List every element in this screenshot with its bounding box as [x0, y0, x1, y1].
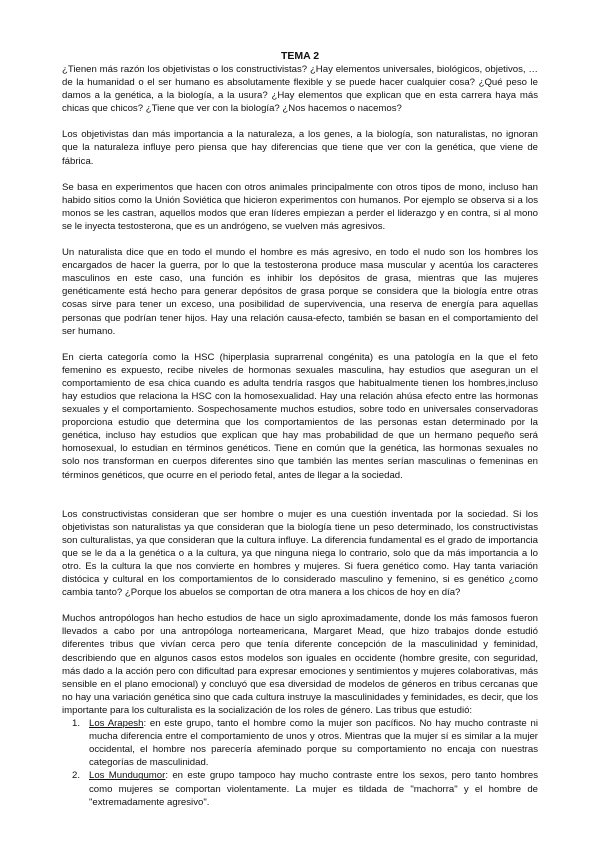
paragraph-experimentos: Se basa en experimentos que hacen con otros animales principalmente con otros tipos de mono, incluso han habido sitios como la Unión Soviética que hicieron experimentos con humanos. Por ejemplo se observa si a los monos se les castran, aquellos modos que eran líderes empiezan a perder el liderazgo y en contra, si al mono se le inyecta testosterona, que es un andrógeno, se vuelven más agresivos.: [62, 181, 538, 232]
paragraph-constructivistas: Los constructivistas consideran que ser hombre o mujer es una cuestión inventada por la sociedad. Si los objetivistas son naturalistas ya que consideran que la biología tiene un peso determinado, los constructivistas son culturalistas, ya que consideran que la cultura influye. La diferencia fundamental es el grado de importancia que se le da a la genética o a la cultura, ya que ninguna niega lo contrario, solo que da más importancia a lo otro. Es la cultura la que nos convierte en hombres y mujeres. Si fuera genético como. Hay tanta variación distócica y cultural en los comportamientos de lo considerado masculino y femenino, si es genético ¿como cambia tanto? ¿Porque los abuelos se comportan de otra manera a los chicos de hoy en día?: [62, 508, 538, 599]
tribe-description: : en este grupo, tanto el hombre como la mujer son pacíficos. No hay mucho contraste ni mucha diferencia entre el comportamiento de unos y otros. Mientras que la mujer sí es similar a la mujer occidental, el hombre nos parecería afeminado porque su comportamiento no encaja con nuestras categorías de masculinidad.: [89, 718, 538, 769]
document-title: TEMA 2: [280, 50, 320, 62]
tribe-description: : en este grupo tampoco hay mucho contraste entre los sexos, pero tanto hombres como mujeres se comportan violentamente. La mujer es tildada de "machorra" y el hombre de "extremadamente agresivo".: [89, 770, 538, 808]
paragraph-antropologos: Muchos antropólogos han hecho estudios de hace un siglo aproximadamente, donde los más famosos fueron llevados a cabo por una antropóloga norteamericana, Margaret Mead, que hizo trabajos donde estudió diferentes tribus que vivían cerca pero que tenía diferente concepción de la masculinidad y feminidad, describiendo que en algunos casos estos modelos son iguales en occidente (hombre gresite, con seguridad, más dado a la acción pero con dificultad para expresar emociones y sentimientos y mujeres colaborativas, más sensible en el plano emocional) y concluyó que esa diversidad de modelos de géneros en tribus cercanas que no hay una variación genética sino que cada cultura instruye la masculinidades y feminidades, es decir, que los importante para los culturalista es la socialización de los roles de género. Las tribus que estudió:: [62, 613, 538, 716]
list-item-number: 2.: [72, 770, 81, 782]
paragraph-naturalista: Un naturalista dice que en todo el mundo el hombre es más agresivo, en todo el nudo son los hombres los encargados de hacer la guerra, por lo que la testosterona produce masa muscular y acentúa los caracteres masculinos en este caso, una función es inhibir los depósitos de grasa, mientras que las mujeres genéticamente está hecho para generar depósitos de grasa porque se considera que la biología entre otras cosas sirve para tener un exceso, una posibilidad de supervivencia, una reserva de energía para aquellas personas que podrían tener hijos. Hay una relación causa-efecto, también se basan en el comportamiento del ser humano.: [62, 247, 538, 337]
list-item: [62, 717, 538, 769]
tribe-name: Los Arapesh: [89, 718, 144, 730]
paragraph-objetivistas: Los objetivistas dan más importancia a la naturaleza, a los genes, a la biología, son naturalistas, no ignoran que la naturaleza influye pero piensa que hay diferencias que tiene que ver con la genética, que viene de fábrica.: [62, 129, 538, 167]
paragraph-hsc: En cierta categoría como la HSC (hiperplasia suprarrenal congénita) es una patología en la que el feto femenino es expuesto, recibe niveles de hormonas sexuales masculina, hay estudios que aseguran un el comportamiento de esa chica cuando es adulta tendría rasgos que habitualmente tienen los hombres,incluso hay estudios que relaciona la HSC con la homosexualidad. Hay una relación ahúsa efecto entre las hormonas sexuales y el comportamiento. Sospechosamente muchos estudios, sobre todo en universales conservadoras proporciona estudio que determina que los comportamientos de las personas estan determinado por la genética, incluso hay estudios que explican que hay mas probabilidad de que un hermano pequeño será homosexual, lo estudian en términos genéticos. Tiene en común que la genética, las hormonas sexuales no solo nos transforman en cuerpos diferentes sino que también las mentes serían masculinas o femeninas en términos genéticos, que ocurre en el periodo fetal, antes de llegar a la sociedad.: [62, 351, 538, 481]
list-item-number: 1.: [72, 718, 81, 730]
tribe-name: Los Mundugumor: [89, 770, 166, 782]
tribes-list: [62, 717, 538, 809]
document-page: [62, 50, 538, 809]
list-item: [62, 769, 538, 808]
paragraph-intro-questions: ¿Tienen más razón los objetivistas o los constructivistas? ¿Hay elementos universales, biológicos, objetivos, … de la humanidad o el ser humano es absolutamente flexible y se puede hacer cualquier cosa? ¿Qué peso le damos a la genética, a la biología, a la usura? ¿Hay elementos que explican que en esta carrera haya más chicas que chicos? ¿Tiene que ver con la biología? ¿Nos hacemos o nacemos?: [62, 64, 538, 115]
